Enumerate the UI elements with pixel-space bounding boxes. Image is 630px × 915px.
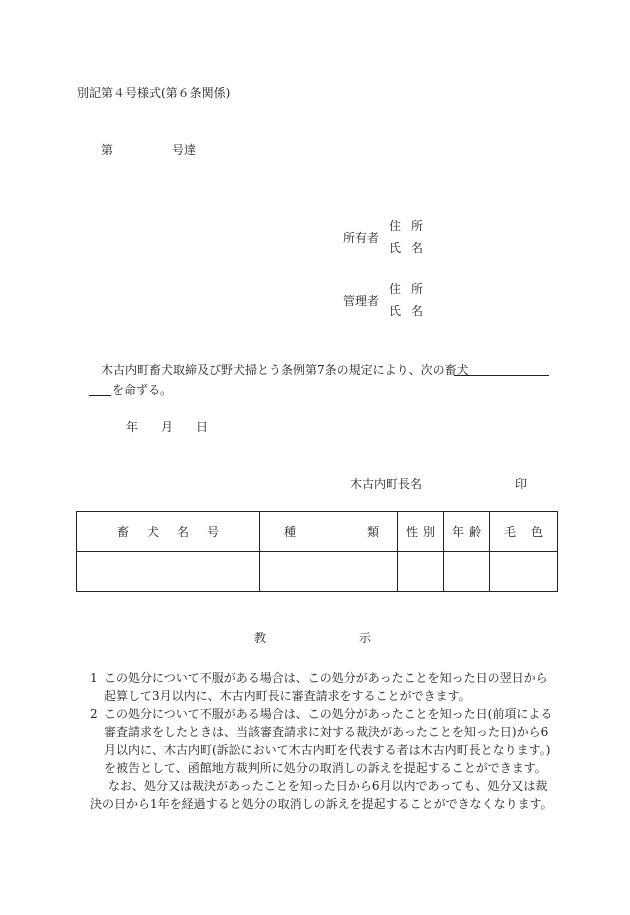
order-body-line2: を命ずる。 (112, 383, 173, 397)
item-text: この処分について不服がある場合は、この処分があったことを知った日の翌日から起算して3月以内に、木古内町長に審査請求をすることができます。 (104, 671, 548, 703)
note-text: なお、処分又は裁決があったことを知った日から6月以内であっても、処分又は裁決の日から1年を経過すると処分の取消しの訴えを提起することができなくなります。 (90, 779, 553, 811)
date-day-label: 日 (196, 420, 209, 434)
doc-number-suffix: 号達 (172, 143, 197, 157)
cell-age (444, 552, 490, 592)
instruction-item (78, 669, 558, 705)
mayor-name-label: 木古内町長名 (350, 477, 423, 491)
item-number: 2 (90, 707, 98, 721)
instruction-title-left: 教 (254, 631, 267, 645)
cell-color (490, 552, 558, 592)
seal-mark: 印 (515, 477, 528, 491)
header-color: 毛 色 (490, 512, 558, 552)
manager-label: 管理者 (343, 294, 380, 308)
item-number: 1 (90, 671, 98, 685)
header-age: 年 齢 (444, 512, 490, 552)
owner-name-label: 氏名 (389, 241, 434, 255)
cell-dog-name (77, 552, 260, 592)
header-sex: 性 別 (398, 512, 444, 552)
owner-address-label: 住所 (389, 219, 434, 233)
instruction-note (78, 777, 558, 813)
header-dog-name: 畜 犬 名 号 (77, 512, 260, 552)
date-month-label: 月 (161, 420, 174, 434)
doc-number-prefix: 第 (101, 143, 114, 157)
order-blank-line (454, 375, 549, 376)
instruction-title-right: 示 (359, 631, 372, 645)
date-year-label: 年 (126, 420, 139, 434)
table-row (77, 552, 558, 592)
manager-name-label: 氏名 (389, 304, 434, 318)
order-blank-line-continued (89, 395, 111, 396)
header-kind: 種 類 (260, 512, 398, 552)
owner-label: 所有者 (343, 231, 380, 245)
manager-address-label: 住所 (389, 282, 434, 296)
cell-sex (398, 552, 444, 592)
cell-kind (260, 552, 398, 592)
form-title: 別記第４号様式(第６条関係) (77, 86, 231, 100)
dog-info-table (76, 511, 558, 592)
instruction-item (78, 705, 558, 777)
order-body-line1: 木古内町畜犬取締及び野犬掃とう条例第7条の規定により、次の畜犬 (101, 363, 469, 377)
item-text: この処分について不服がある場合は、この処分があったことを知った日(前項による審査請求をしたときは、当該審査請求に対する裁決があったことを知った日)から6月以内に、木古内町(訴訟において木古内町を代表する者は木古内町長となります。)を被告として、函館地方裁判所に処分の取消しの訴えを提起することができます。 (104, 707, 553, 775)
table-header-row (77, 512, 558, 552)
